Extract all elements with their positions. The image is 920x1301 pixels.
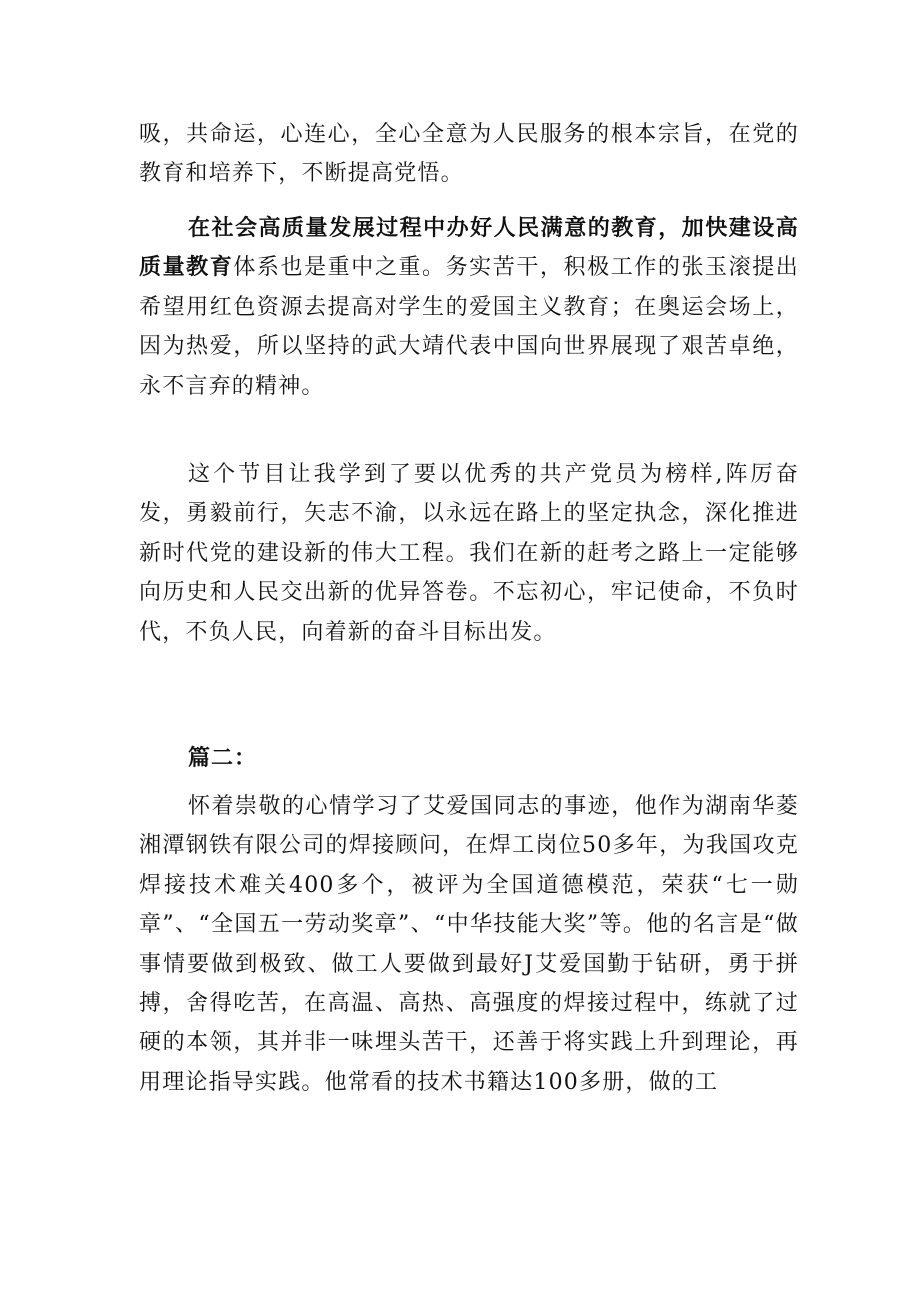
paragraph-2 (139, 209, 799, 406)
paragraph-1: 吸，共命运，心连心，全心全意为人民服务的根本宗旨，在党的教育和培养下，不断提高党悟。 (139, 122, 799, 187)
section-2-paragraph: 怀着崇敬的心情学习了艾爱国同志的事迹，他作为湖南华菱湘潭钢铁有限公司的焊接顾问，在焊工岗位50多年，为我国攻克焊接技术难关400多个，被评为全国道德模范，荣获“七一勋章”、“全国五一劳动奖章”、“中华技能大奖”等。他的名言是“做事情要做到极致、做工人要做到最好J艾爱国勤于钻研，勇于拼搏，舍得吃苦，在高温、高热、高强度的焊接过程中，练就了过硬的本领，其并非一味埋头苦干，还善于将实践上升到理论，再用理论指导实践。他常看的技术书籍达100多册，做的工 (139, 794, 799, 1095)
paragraph-3: 这个节目让我学到了要以优秀的共产党员为榜样,阵厉奋发，勇毅前行，矢志不渝，以永远在路上的坚定执念，深化推进新时代党的建设新的伟大工程。我们在新的赶考之路上一定能够向历史和人民交出新的优异答卷。不忘初心，牢记使命，不负时代，不负人民，向着新的奋斗目标出发。 (139, 462, 799, 645)
paragraph-2-bold-lead: 在社会高质量发展过程中办好人民满意的教育，加快建设高质量教育 (139, 215, 799, 281)
paragraph-2-rest: 体系也是重中之重。务实苦干，积极工作的张玉滚提出希望用红色资源去提高对学生的爱国主义教育；在奥运会场上，因为热爱，所以坚持的武大靖代表中国向世界展现了艰苦卓绝，永不言弃的精神。 (139, 255, 799, 399)
section-heading-2: 篇二： (188, 745, 258, 771)
